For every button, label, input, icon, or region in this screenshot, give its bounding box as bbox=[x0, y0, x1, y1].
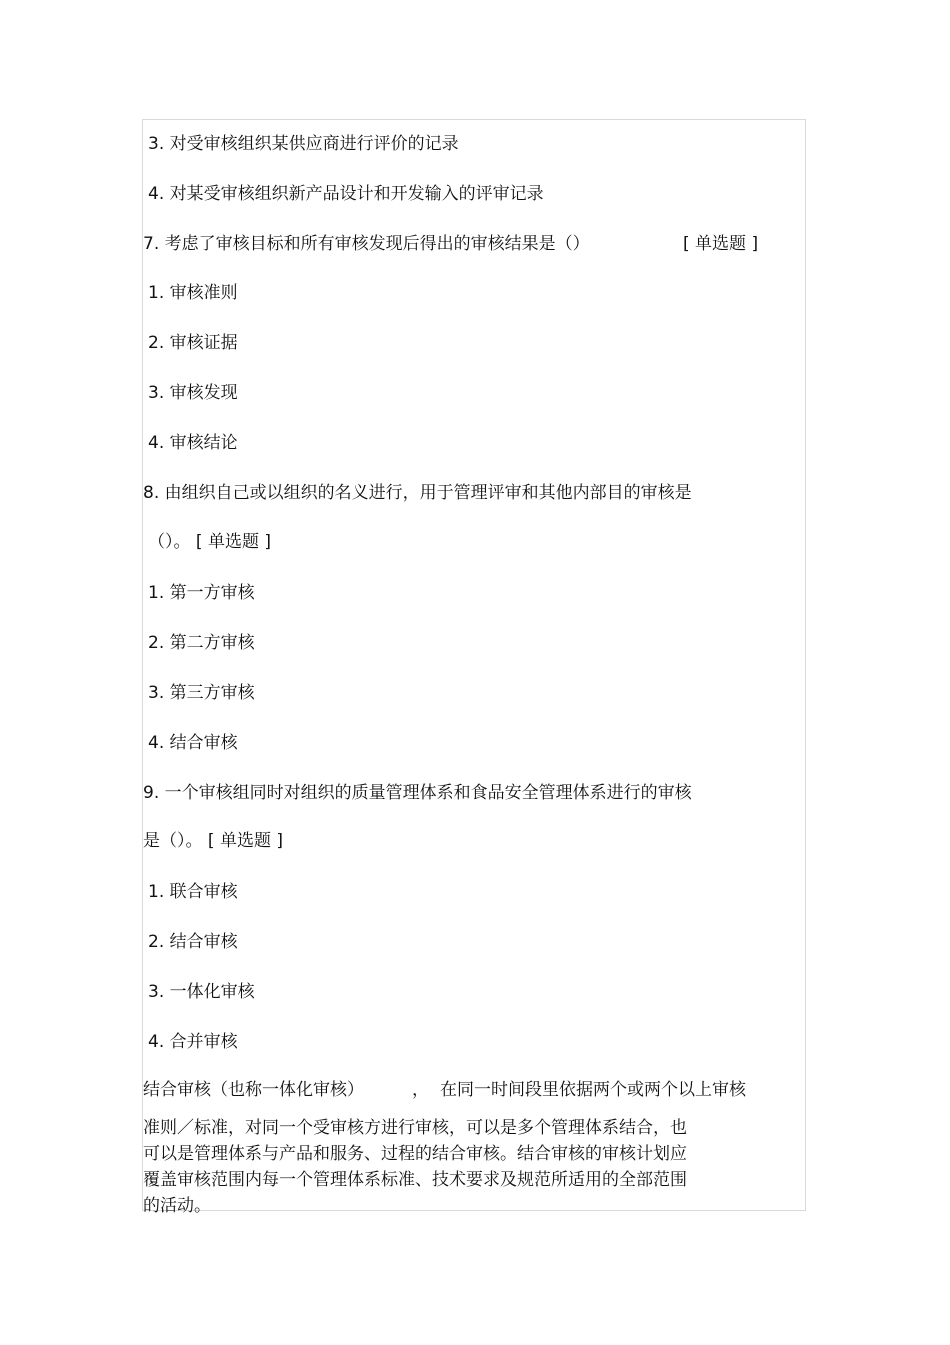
question-8-line-2: （）。 [ 单选题 ] bbox=[148, 532, 271, 552]
question-9-line-1: 9. 一个审核组同时对组织的质量管理体系和食品安全管理体系进行的审核 bbox=[143, 783, 692, 803]
question-8-option-3: 3. 第三方审核 bbox=[148, 683, 255, 703]
explanation-lead-tail: 在同一时间段里依据两个或两个以上审核 bbox=[440, 1080, 746, 1100]
explanation-line-4: 覆盖审核范围内每一个管理体系标准、技术要求及规范所适用的全部范围 bbox=[143, 1170, 687, 1190]
question-9-option-4: 4. 合并审核 bbox=[148, 1032, 238, 1052]
question-7-option-1: 1. 审核准则 bbox=[148, 283, 238, 303]
question-8-line-1: 8. 由组织自己或以组织的名义进行，用于管理评审和其他内部目的审核是 bbox=[143, 483, 692, 503]
explanation-line-2: 准则／标准，对同一个受审核方进行审核，可以是多个管理体系结合，也 bbox=[143, 1118, 687, 1138]
prev-option-3: 3. 对受审核组织某供应商进行评价的记录 bbox=[148, 134, 459, 154]
question-8-option-4: 4. 结合审核 bbox=[148, 733, 238, 753]
question-7-option-2: 2. 审核证据 bbox=[148, 333, 238, 353]
question-9-option-1: 1. 联合审核 bbox=[148, 882, 238, 902]
question-8-option-2: 2. 第二方审核 bbox=[148, 633, 255, 653]
question-9-option-2: 2. 结合审核 bbox=[148, 932, 238, 952]
explanation-line-5: 的活动。 bbox=[143, 1196, 211, 1216]
question-7: 7. 考虑了审核目标和所有审核发现后得出的审核结果是（） bbox=[143, 234, 590, 254]
question-7-option-3: 3. 审核发现 bbox=[148, 383, 238, 403]
explanation-body bbox=[143, 1115, 743, 1219]
question-8-option-1: 1. 第一方审核 bbox=[148, 583, 255, 603]
explanation-comma: ， bbox=[412, 1080, 429, 1100]
question-7-type-tag: [ 单选题 ] bbox=[683, 234, 759, 254]
question-7-option-4: 4. 审核结论 bbox=[148, 433, 238, 453]
question-9-option-3: 3. 一体化审核 bbox=[148, 982, 255, 1002]
explanation-line-3: 可以是管理体系与产品和服务、过程的结合审核。结合审核的审核计划应 bbox=[143, 1144, 687, 1164]
explanation-lead: 结合审核（也称一体化审核） bbox=[143, 1080, 364, 1100]
prev-option-4: 4. 对某受审核组织新产品设计和开发输入的评审记录 bbox=[148, 184, 544, 204]
document-frame bbox=[142, 119, 806, 1211]
question-9-line-2: 是（）。 [ 单选题 ] bbox=[143, 831, 283, 851]
